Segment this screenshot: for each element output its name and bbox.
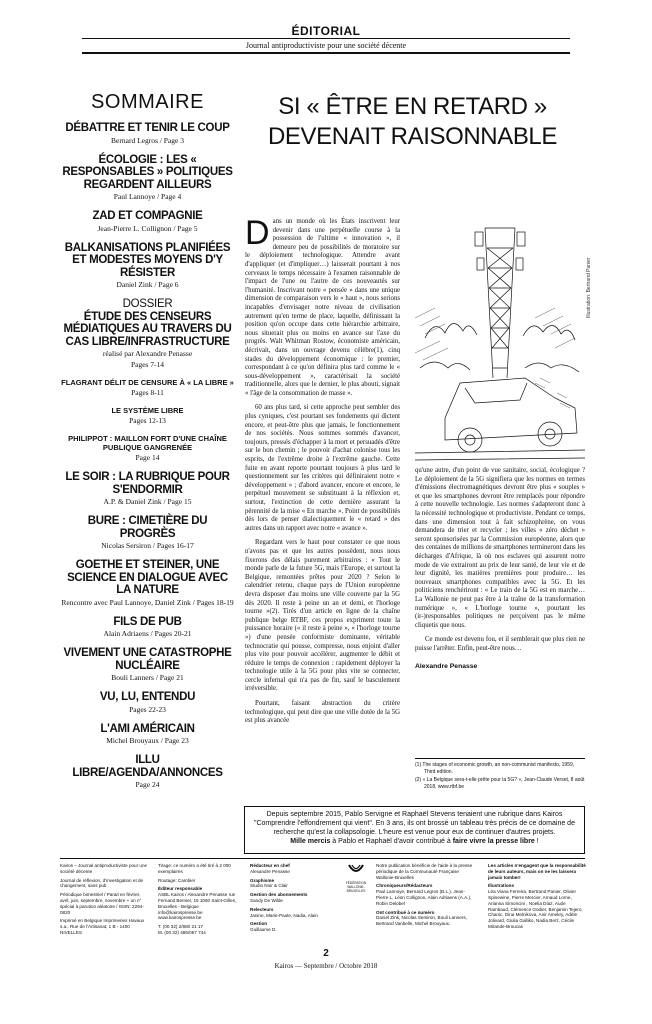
footnote: (1) The stages of economic growth, an non-communist manifesto, 1959, Third edition.: [415, 762, 575, 775]
sommaire-item-title: VU, LU, ENTENDU: [99, 691, 196, 703]
article-signature: Alexandre Penasse: [415, 663, 478, 671]
sommaire-item: [60, 242, 235, 291]
footer-text: Imprimé en Belgique Imprimeries Havaux s.a., Rue de l'Artisanat, 1 B - 1400 NIVELLES: [60, 918, 145, 935]
sommaire-item-title: PHILIPPOT : MAILLON FORT D'UNE CHAÎNE PUBLIQUE GANGRENÉE: [68, 434, 227, 452]
sommaire-item-author: Alain Adriaens / Pages 20-21: [103, 629, 192, 638]
footer-col-publication: [60, 863, 148, 939]
sommaire-item-title: ZAD ET COMPAGNIE: [92, 210, 203, 222]
footer-heading: Gestion des abonnements: [250, 892, 308, 898]
article-paragraph-text: ans un monde où les États inscrivent leur devenir dans une perpétuelle course à la possession de l'ultime « innovation », il demeure peu de possibilités de moratoire sur le déploiement technologique. Attendre avant d'appliquer (et d'impliquer…) laisserait pourtant à nos cerveaux le temps nécessaire à l'examen raisonnable de l'impact de l'une ou l'autre de ces nouveautés sur l'humanité. Inscrivant notre « pensée » dans une unique dimension de comparaison vers le « haut », nous serions incapables d'envisager notre niveau de civilisation autrement qu'en terme de place, laquelle, définissant la position qu'on occupe dans cette hiérarchie arbitraire, nous situerait plus ou moins en avance sur l'axe du progrès. Walt Whitman Rostow, économiste américain, décrivait, dans un ouvrage devenu célèbre(1), cinq stades du développement économique : le premier, correspondant à ce qu'on définira plus tard comme le « sous-développement », caractérisait la société traditionnelle, alors que le dernier, le plus abouti, signait « l'âge de la consommation de masse ».: [245, 218, 400, 397]
article-paragraph: qu'une autre, d'un point de vue sanitaire, social, écologique ? Le déploiement de la 5G signifiera que les normes en termes d'émissions électromagnétiques devront être plus « souples » et que les smartphones devront être remplacés pour répondre à cette nouvelle technologie. Les normes s'adapteront donc à la nécessité technologique et productiviste. Pendant ce temps, dans une dimension tout à fait schizophrène, on vous demandera de trier et recycler ; les villes « zéro déchet » seront sponsorisées par la Commission européenne, alors que des centaines de millions de smartphones termineront dans les décharges d'Afrique, là où nos esclaves qui assurent notre mode de vie extrairont au prix de leur santé, de leur vie et de leur dignité, les matières premières pour produire… les nouveaux smartphones compatibles avec la 5G. Et les politiciens renchériront : « Le train de la 5G est en marche… La Wallonie ne peut pas être à la traîne de la transformation numérique », « L'horloge tourne », pourtant les (ir-)responsables politiques ne perçoivent pas le même cliquetis que nous.: [415, 467, 585, 629]
footer-text: Journal de réflexion, d'investigation et de changement, sans pub: [60, 877, 144, 889]
sommaire-item-author: réalisé par Alexandre Penasse: [102, 349, 193, 358]
footer-text: Paul Lannoye, Bernard Legros (B.L.), Jean-Pierre L. Léon Collignon, Alain Adriaens (A.A.), Robin Delobel: [376, 889, 472, 906]
sommaire-item-author: Bouli Lanners / Page 21: [111, 673, 184, 682]
footer-heading: Chroniqueurs/Rédacteurs: [376, 883, 433, 889]
footer-text: Sandy De Wilde: [250, 897, 283, 903]
sommaire-item: [60, 122, 235, 146]
article-headline: SI « ÊTRE EN RETARD » DEVENAIT RAISONNABLE: [268, 93, 557, 150]
sommaire-item-title: LE SOIR : LA RUBRIQUE POUR S'ENDORMIR: [65, 471, 230, 496]
footer-text: Kairos – Journal antiproductiviste pour une société décente: [60, 863, 148, 874]
sommaire-item: [60, 471, 235, 507]
notes-rule: [415, 758, 585, 759]
sommaire-item-author: Michel Brouyaux / Page 23: [106, 736, 189, 745]
footnote: (2) « La Belgique sera-t-elle prête pour la 5G? », Jean-Claude Verset, 8 août 2018, www.rtbf.be: [415, 777, 585, 790]
sommaire-item: [60, 406, 235, 426]
sommaire-item-author: A.P. & Daniel Zink / Page 15: [103, 497, 192, 506]
sommaire-item-author: Page 24: [135, 780, 160, 789]
sommaire-item-title: ILLU LIBRE/AGENDA/ANNONCES: [72, 754, 223, 779]
sommaire-item-title: GOETHE ET STEINER, UNE SCIENCE EN DIALOGUE AVEC LA NATURE: [67, 559, 228, 596]
footer-logo: [340, 863, 372, 893]
sommaire-item: [60, 691, 235, 715]
article-paragraph: Regardant vers le haut pour constater ce que nous n'avons pas et que les autres possèdent, nous nous fixerons des délais purement arbitraires : « Tout le monde parle de la future 5G, mais l'Europe, et surtout la Belgique, remontées prêtes pour 2020 ? Selon le calendrier retenu, chaque pays de l'Union européenne devra disposer d'au moins une ville couverte par la 5G dès 2020. Il reste à peine un an et demi, et l'horloge tourne »(2). Tirés d'un article en ligne de la chaîne publique belge RTBF, ces propos expriment toute la puissance horaire (« il reste à peine », « l'horloge tourne ») d'une pensée conformiste dominante, véritable technocratie qui pousse, compresse, nous enjoint d'aller plus vite pour pouvoir accélérer, augmenter le débit et réduire le temps de connexion : rapidement déployer la technologie utile à la 5G pour plus vite se connecter, cercle infernal qui n'a pas de fin, sauf le basculement irréversible.: [245, 539, 400, 693]
footer-text: Guillaume D.: [250, 927, 277, 933]
sommaire-item: [60, 559, 235, 608]
sommaire-item-author: Rencontre avec Paul Lannoye, Daniel Zink / Pages 18-19: [61, 597, 234, 607]
header-rule-bottom: [82, 52, 570, 54]
footer-rule: [60, 858, 585, 859]
footer-heading: Graphisme: [250, 877, 274, 883]
sommaire-item-author: Nicolas Sersiron / Pages 16-17: [101, 541, 194, 550]
footer-heading: Gestion: [250, 921, 268, 927]
sommaire-list: [60, 122, 235, 790]
section-title: ÉDITORIAL: [291, 24, 361, 38]
footer-text: Léa Viana Ferreira, Bertrand Panier, Olivier Spinewine, Pierre Mercier, Arnaud Lorne, Arianna Simoncini , Noelia Díaz, Aude Rambaud, Clémence Godier, Benjamin Tejero, Chanic, Dina Melnikova, Anir Amekry, Adèle Jolivard, Giulia Galliko, Nadia Berz, Cécile Mirande-Broucas: [488, 889, 583, 929]
sommaire-item-author: Page 14: [135, 453, 160, 462]
article-paragraph: Pourtant, faisant abstraction du critère technologique, qui peut dire que une ville dotée de la 5G est plus avancée: [245, 700, 400, 725]
sommaire-item: [60, 647, 235, 683]
header-subtitle: Journal antiproductiviste pour une société décente: [245, 41, 407, 50]
footer-heading: Ont contribué à ce numéro: [376, 909, 435, 915]
sommaire-item-title: BURE : CIMETIÈRE DU PROGRÈS: [87, 515, 208, 540]
footer-heading: Les articles n'engagent que la responsabilité de leurs auteurs, mais on ne les laissera jamais tomber!: [488, 863, 586, 880]
sommaire-item-title: LE SYSTÈME LIBRE: [111, 406, 184, 415]
footer-col-editor: [158, 863, 240, 936]
footer-heading: Relecteurs: [250, 906, 274, 912]
sommaire-item: [60, 515, 235, 551]
footer-text: Daniel Zink, Nicolas Sersiron, Bouli Lanners, Bertrand Vanbelle, Michel Brouyaux.: [376, 915, 467, 927]
sommaire-item-title: ÉCOLOGIE : LES « RESPONSABLES » POLITIQUES REGARDENT AILLEURS: [62, 153, 233, 191]
sommaire-item: [60, 210, 235, 234]
footer-text: Alexandre Penasse: [250, 868, 290, 874]
footnotes: [415, 762, 585, 792]
announcement-box: [244, 806, 585, 854]
sommaire-item-title: L'AMI AMÉRICAIN: [100, 722, 195, 735]
announcement-text: Depuis septembre 2015, Pablo Servigne et Raphaël Stevens tenaient une rubrique dans Kairos "Comprendre l'effondrement qui vient". En 3 ans, ils ont brossé un tableau très précis de ce domaine de recherche qu'est la collapsologie. L'heure est venue pour eux de continuer d'autres projets.: [254, 811, 575, 836]
illustration-credit: Illustration: Bertrand Panier: [586, 257, 592, 318]
sommaire-item-author: Paul Lannoye / Page 4: [113, 192, 182, 201]
footer-col-contributors: [376, 863, 474, 930]
sommaire-item-title: DÉBATTRE ET TENIR LE COUP: [65, 122, 230, 134]
footer-text: Studio Noir & Clair: [250, 883, 288, 889]
footer-text: Janine, Marie-Paule, Nadia, Alain: [250, 912, 318, 918]
announcement-tail: !: [534, 838, 539, 845]
sommaire: [60, 90, 235, 790]
sommaire-item: [60, 434, 235, 463]
footer-text: ASBL Kairos / Alexandre Penasse rue Fernand Bernier, 15 1060 Saint-Gilles, Bruxelles - Belgique info@kairospresse.be www.kairospresse.be: [158, 892, 237, 921]
sommaire-item-author: Bernard Legros / Page 3: [111, 135, 184, 145]
illustration-5g-tower: [415, 218, 585, 466]
footer-heading: Illustrations: [488, 883, 515, 889]
footer-text: Périodique bimestriel / Parait en février, avril, juin, septembre, novembre + un n° spécial à parution aléatoire / ISSN: 2294-0820: [60, 892, 144, 915]
dropcap: D: [245, 214, 270, 252]
sommaire-item: [60, 154, 235, 203]
sommaire-item-author: Jean-Pierre L. Collignon / Page 5: [97, 223, 198, 233]
page-footer: Kairos — Septembre / Octobre 2018: [274, 962, 378, 970]
federation-logo-icon: [347, 863, 365, 879]
sommaire-item: [60, 754, 235, 790]
article-paragraph: 60 ans plus tard, si cette approche peut sembler des plus cyniques, c'est pourtant ses fondements qui dictent encore, et peut-être plus que jamais, le fonctionnement de nos sociétés. Nous sommes sommés d'avancer, toujours, pressés d'échapper à la mort et persuadés d'être sur le bon chemin ; le pouvoir d'achat colonise tous les esprits, de l'extrême droite à l'extrême gauche. Cette fuite en avant reporte pourtant toujours à plus tard le questionnement sur les critères qui définiraient notre « développement » ; d'abord avancer, encore et encore, le perpétuel mouvement se substituant à la réflexion et, surtout, l'extinction de cette dernière assurant la pérennité de la mise « En marche ». Point de possibilités dès lors de penser dialectiquement le « retard » des autres dans un rapport avec notre « avance ».: [245, 404, 400, 532]
sommaire-item-pages: Pages 7-14: [130, 360, 165, 369]
sommaire-item-author: Pages 22-23: [129, 704, 166, 714]
footer-heading: Rédacteur en chef: [250, 863, 290, 868]
article-paragraph: Ce monde est devenu fou, et il semblerait que plus rien ne puisse l'arrêter. Enfin, peut-être nous…: [415, 636, 585, 652]
article-column-2: [415, 467, 585, 678]
sommaire-item: [60, 378, 235, 398]
announcement-bold-end: faire vivre la presse libre: [452, 838, 535, 845]
sommaire-item-title: FILS DE PUB: [113, 615, 182, 628]
article-column-1: [245, 214, 400, 732]
footer-text: Tirage: ce numéro a été tiré à 2 000 exemplaires: [158, 863, 231, 874]
footer-text: T. (00 32) 2/880 21 17: [158, 924, 203, 930]
sommaire-item-author: Pages 8-11: [131, 388, 164, 397]
page-number: 2: [323, 948, 329, 959]
footer-heading: Éditeur responsable: [158, 886, 203, 892]
footer-text: M. (00 32) 485/057 744: [158, 929, 206, 935]
sommaire-item-author: Daniel Zink / Page 6: [116, 280, 179, 289]
announcement-bold: Mille mercis: [290, 838, 331, 845]
sommaire-item-title: VIVEMENT UNE CATASTROPHE NUCLÉAIRE: [63, 647, 232, 672]
sommaire-item-title: FLAGRANT DÉLIT DE CENSURE À « LA LIBRE »: [61, 378, 234, 387]
footer-text: Routage: Cambier: [158, 877, 196, 883]
sommaire-item-title: ÉTUDE DES CENSEURS MÉDIATIQUES AU TRAVERS DU CAS LIBRE/INFRASTRUCTURE: [63, 310, 232, 348]
footer-text: Notre publication bénéficie de l'aide à la presse périodique de la Communauté Française Wallonie-Bruxelles: [376, 863, 473, 880]
sommaire-item-title: BALKANISATIONS PLANIFIÉES ET MODESTES MOYENS D'Y RÉSISTER: [64, 241, 231, 279]
article-paragraph: [245, 214, 400, 398]
footer-col-staff: [250, 863, 330, 936]
footer-col-illustrators: [488, 863, 586, 933]
sommaire-item: [60, 298, 235, 370]
sommaire-kicker: DOSSIER: [122, 298, 173, 310]
announcement-text-mid: à Pablo et Raphaël d'avoir contribué à: [330, 838, 453, 845]
sommaire-title: SOMMAIRE: [91, 91, 204, 113]
federation-logo-text: FÉDÉRATION WALLONIE-BRUXELLES: [345, 880, 367, 893]
header-rule-top: [82, 38, 570, 39]
sommaire-item-author: Pages 12-13: [129, 416, 166, 425]
sommaire-item: [60, 723, 235, 747]
sommaire-item: [60, 616, 235, 640]
